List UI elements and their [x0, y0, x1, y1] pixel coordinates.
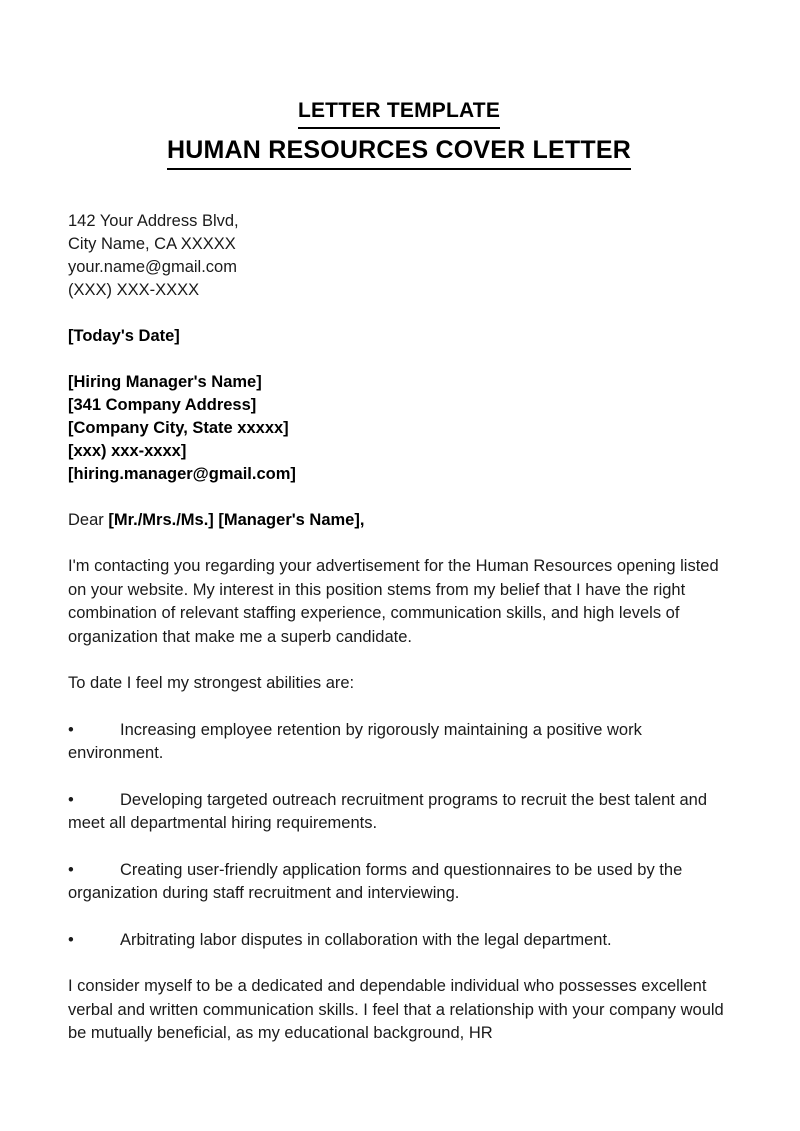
document-body — [68, 96, 730, 1046]
spacer-before-paragraph-1 — [68, 532, 730, 555]
bullet-marker-icon: • — [68, 860, 74, 879]
bullet-marker-icon: • — [68, 790, 74, 809]
spacer-before-salutation — [68, 486, 730, 509]
salutation-name-placeholder: [Manager's Name], — [218, 511, 365, 529]
bullet-marker-icon: • — [68, 720, 74, 739]
spacer-bullet-2-3 — [68, 836, 730, 859]
recipient-email: [hiring.manager@gmail.com] — [68, 465, 296, 483]
recipient-phone: [xxx) xxx-xxxx] — [68, 442, 187, 460]
list-item — [68, 929, 730, 953]
list-item-text: Arbitrating labor disputes in collaboration with the legal department. — [120, 930, 612, 949]
list-item — [68, 789, 730, 836]
sender-phone: (XXX) XXX-XXXX — [68, 281, 200, 299]
salutation-greeting: Dear — [68, 511, 109, 529]
recipient-street: [341 Company Address] — [68, 396, 257, 414]
sender-street: 142 Your Address Blvd, — [68, 212, 239, 230]
salutation-title-placeholder: [Mr./Mrs./Ms.] — [108, 511, 214, 529]
spacer-before-paragraph-2 — [68, 952, 730, 975]
salutation — [68, 509, 730, 532]
paragraph-closing: I consider myself to be a dedicated and dependable individual who possesses excellent verbal and written communication skills. I feel that a relationship with your company would be mutually beneficial, as my educational background, HR — [68, 977, 724, 1042]
spacer-bullet-1-2 — [68, 766, 730, 789]
recipient-name: [Hiring Manager's Name] — [68, 373, 262, 391]
recipient-address-block — [68, 371, 730, 486]
sender-city-state-zip: City Name, CA XXXXX — [68, 235, 236, 253]
list-item-text: Creating user-friendly application forms and questionnaires to be used by the organization during staff recruitment and interviewing. — [68, 860, 683, 902]
spacer-bullet-3-4 — [68, 906, 730, 929]
list-item-text: Increasing employee retention by rigorously maintaining a positive work environment. — [68, 720, 642, 762]
list-item — [68, 719, 730, 766]
page-title-secondary-text: HUMAN RESOURCES COVER LETTER — [167, 133, 631, 170]
page-title-secondary — [68, 133, 730, 170]
paragraph-intro: I'm contacting you regarding your advertisement for the Human Resources opening listed on your website. My interest in this position stems from my belief that I have the right combination of relevant staffing experience, communication skills, and high levels of organization that make me a superb candidate. — [68, 557, 719, 646]
spacer-before-recipient — [68, 348, 730, 371]
spacer-before-bullets — [68, 696, 730, 719]
page-title-primary — [68, 96, 730, 129]
abilities-lead-in: To date I feel my strongest abilities are: — [68, 674, 355, 692]
sender-address-block — [68, 210, 730, 302]
spacer-before-lead-in — [68, 649, 730, 672]
date-placeholder: [Today's Date] — [68, 327, 180, 345]
spacer-after-title — [68, 170, 730, 210]
list-item — [68, 859, 730, 906]
page-title-primary-text: LETTER TEMPLATE — [298, 96, 500, 129]
bullet-marker-icon: • — [68, 930, 74, 949]
title-block — [68, 96, 730, 170]
recipient-city-state-zip: [Company City, State xxxxx] — [68, 419, 289, 437]
list-item-text: Developing targeted outreach recruitment programs to recruit the best talent and meet all departmental hiring requirements. — [68, 790, 707, 832]
spacer-before-date — [68, 302, 730, 325]
sender-email: your.name@gmail.com — [68, 258, 237, 276]
